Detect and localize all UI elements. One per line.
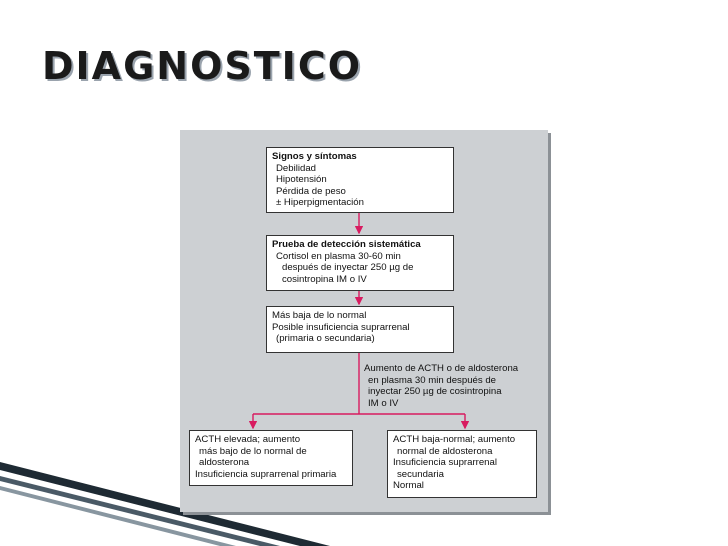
flowchart-panel [180, 130, 548, 512]
screening-line: Cortisol en plasma 30-60 min [276, 250, 401, 262]
acth-test-line: en plasma 30 min después de [368, 374, 496, 386]
page-title: DIAGNOSTICO [42, 44, 363, 88]
low-line: (primaria o secundaria) [276, 333, 375, 344]
signs-line: Pérdida de peso [276, 185, 346, 197]
screening-header: Prueba de detección sistemática [272, 239, 421, 250]
primary-line: más bajo de lo normal de [199, 445, 307, 457]
primary-insufficiency-box [189, 430, 353, 486]
low-line: Más baja de lo normal [272, 310, 367, 321]
acth-test-line: inyectar 250 µg de cosintropina [368, 386, 502, 397]
secondary-line: secundaria [397, 468, 444, 480]
low-line: Posible insuficiencia suprarrenal [272, 321, 410, 333]
secondary-line: Insuficiencia suprarrenal [393, 457, 497, 468]
acth-test-note [364, 363, 518, 409]
secondary-line: normal de aldosterona [397, 445, 493, 457]
screening-line: después de inyectar 250 µg de [282, 262, 414, 273]
secondary-line: ACTH baja-normal; aumento [393, 434, 516, 445]
signs-line: Debilidad [276, 162, 317, 174]
screening-box [266, 235, 454, 291]
primary-line: Insuficiencia suprarrenal primaria [195, 468, 337, 480]
secondary-line: Normal [393, 480, 424, 491]
signs-box [266, 147, 454, 213]
low-result-box [266, 306, 454, 353]
acth-test-line: Aumento de ACTH o de aldosterona [364, 363, 519, 374]
signs-header: Signos y síntomas [272, 151, 357, 162]
signs-line: ± Hiperpigmentación [276, 197, 364, 208]
signs-line: Hipotensión [276, 174, 327, 185]
primary-line: aldosterona [199, 457, 250, 468]
primary-line: ACTH elevada; aumento [195, 434, 301, 445]
secondary-insufficiency-box [387, 430, 537, 498]
acth-test-line: IM o IV [368, 397, 399, 409]
screening-line: cosintropina IM o IV [282, 273, 367, 285]
